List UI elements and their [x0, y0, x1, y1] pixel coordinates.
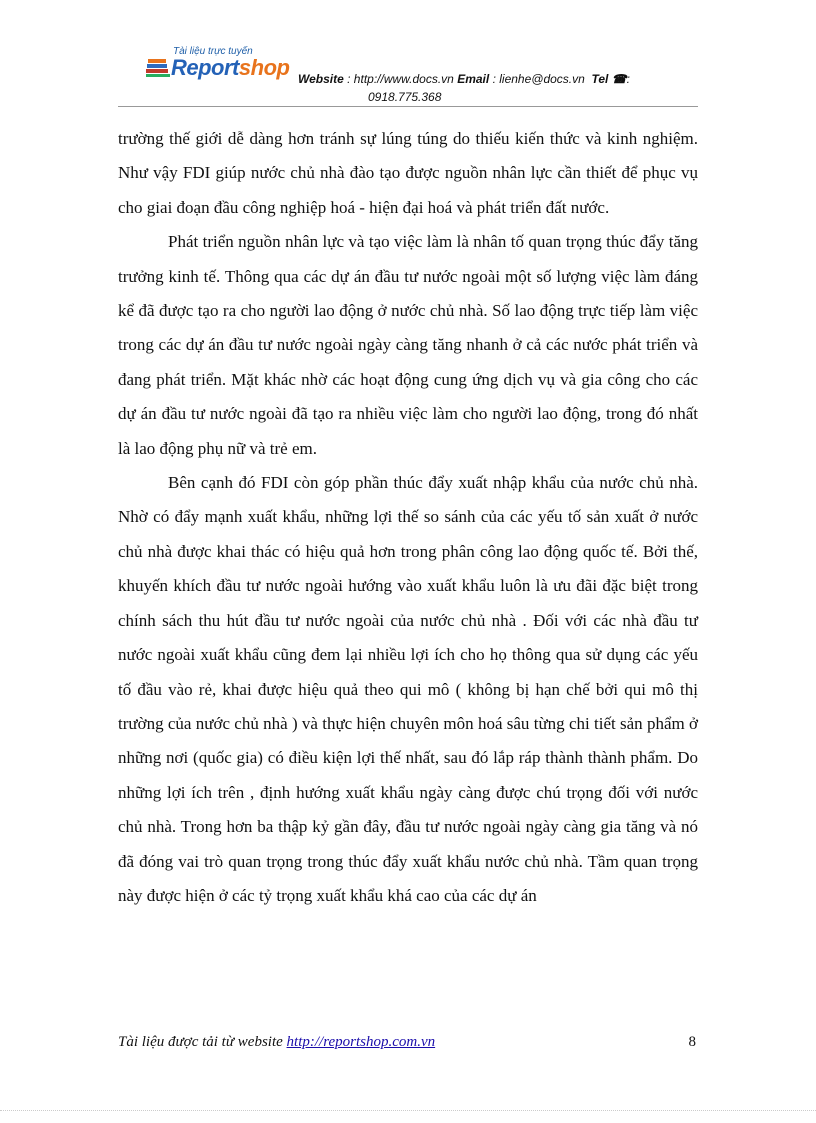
- website-value[interactable]: : http://www.docs.vn: [347, 72, 454, 86]
- paragraph-3: Bên cạnh đó FDI còn góp phần thúc đẩy xuất nhập khẩu của nước chủ nhà. Nhờ có đẩy mạnh xuất khẩu, những lợi thế so sánh của các yếu tố sản xuất ở nước chủ nhà được khai thác có hiệu quả hơn trong phân công lao động quốc tế. Bởi thế, khuyến khích đầu tư nước ngoài hướng vào xuất khẩu luôn là ưu đãi đặc biệt trong chính sách thu hút đầu tư nước ngoài của nước chủ nhà . Đối với các nhà đầu tư nước ngoài xuất khẩu cũng đem lại nhiều lợi ích cho họ thông qua sử dụng các yếu tố đầu vào rẻ, khai được hiệu quả theo qui mô ( không bị hạn chế bởi qui mô thị trường của nước chủ nhà ) và thực hiện chuyên môn hoá sâu từng chi tiết sản phẩm ở những nơi (quốc gia) có điều kiện lợi thế nhất, sau đó lắp ráp thành thành phẩm. Do những lợi ích trên , định hướng xuất khẩu ngày càng được chú trọng đối với nước chủ nhà. Trong hơn ba thập kỷ gần đây, đầu tư nước ngoài ngày càng gia tăng và nó đã đóng vai trò quan trọng trong thúc đẩy xuất khẩu nước chủ nhà. Tầm quan trọng này được hiện ở các tỷ trọng xuất khẩu khá cao của các dự án: [118, 473, 698, 905]
- reportshop-logo[interactable]: [145, 46, 315, 90]
- footer-link[interactable]: http://reportshop.com.vn: [286, 1034, 436, 1050]
- page-bottom-border: [0, 1110, 816, 1111]
- paragraph-2: Phát triển nguồn nhân lực và tạo việc làm là nhân tố quan trọng thúc đẩy tăng trưởng kinh tế. Thông qua các dự án đầu tư nước ngoài một số lượng việc làm đáng kể đã được tạo ra cho người lao động ở nước chủ nhà. Số lao động trực tiếp làm việc trong các dự án đầu tư nước ngoài ngày càng tăng nhanh ở cả các nước phát triển và đang phát triển. Mặt khác nhờ các hoạt động cung ứng dịch vụ và gia công cho các dự án đầu tư nước ngoài đã tạo ra nhiều việc làm cho người lao động, trong đó nhất là lao động phụ nữ và trẻ em.: [118, 232, 698, 458]
- header-divider: [118, 106, 698, 107]
- logo-tagline: Tài liệu trực tuyến: [173, 46, 253, 57]
- page-footer: [118, 1034, 698, 1051]
- logo-word-report: Report: [171, 55, 239, 80]
- telephone-icon: ☎: [611, 72, 627, 86]
- page-header: [118, 44, 698, 106]
- logo-word-shop: shop: [238, 55, 290, 80]
- email-label: Email: [457, 72, 490, 86]
- contact-line: [298, 72, 630, 86]
- footer-text: Tài liệu được tải từ website: [118, 1034, 287, 1050]
- document-body: [118, 122, 698, 913]
- tel-colon: :: [626, 72, 631, 86]
- email-value[interactable]: : lienhe@docs.vn: [492, 72, 585, 86]
- books-icon: [145, 54, 171, 78]
- website-label: Website: [298, 72, 344, 86]
- logo-wordmark: [171, 55, 289, 81]
- paragraph-1: trường thế giới dễ dàng hơn tránh sự lúng túng do thiếu kiến thức và kinh nghiệm. Như vậy FDI giúp nước chủ nhà đào tạo được nguồn nhân lực cần thiết để phục vụ cho giai đoạn đầu công nghiệp hoá - hiện đại hoá và phát triển đất nước.: [118, 129, 698, 217]
- page-number: 8: [688, 1034, 696, 1050]
- phone-number: 0918.775.368: [368, 90, 442, 104]
- tel-label: Tel: [591, 72, 609, 86]
